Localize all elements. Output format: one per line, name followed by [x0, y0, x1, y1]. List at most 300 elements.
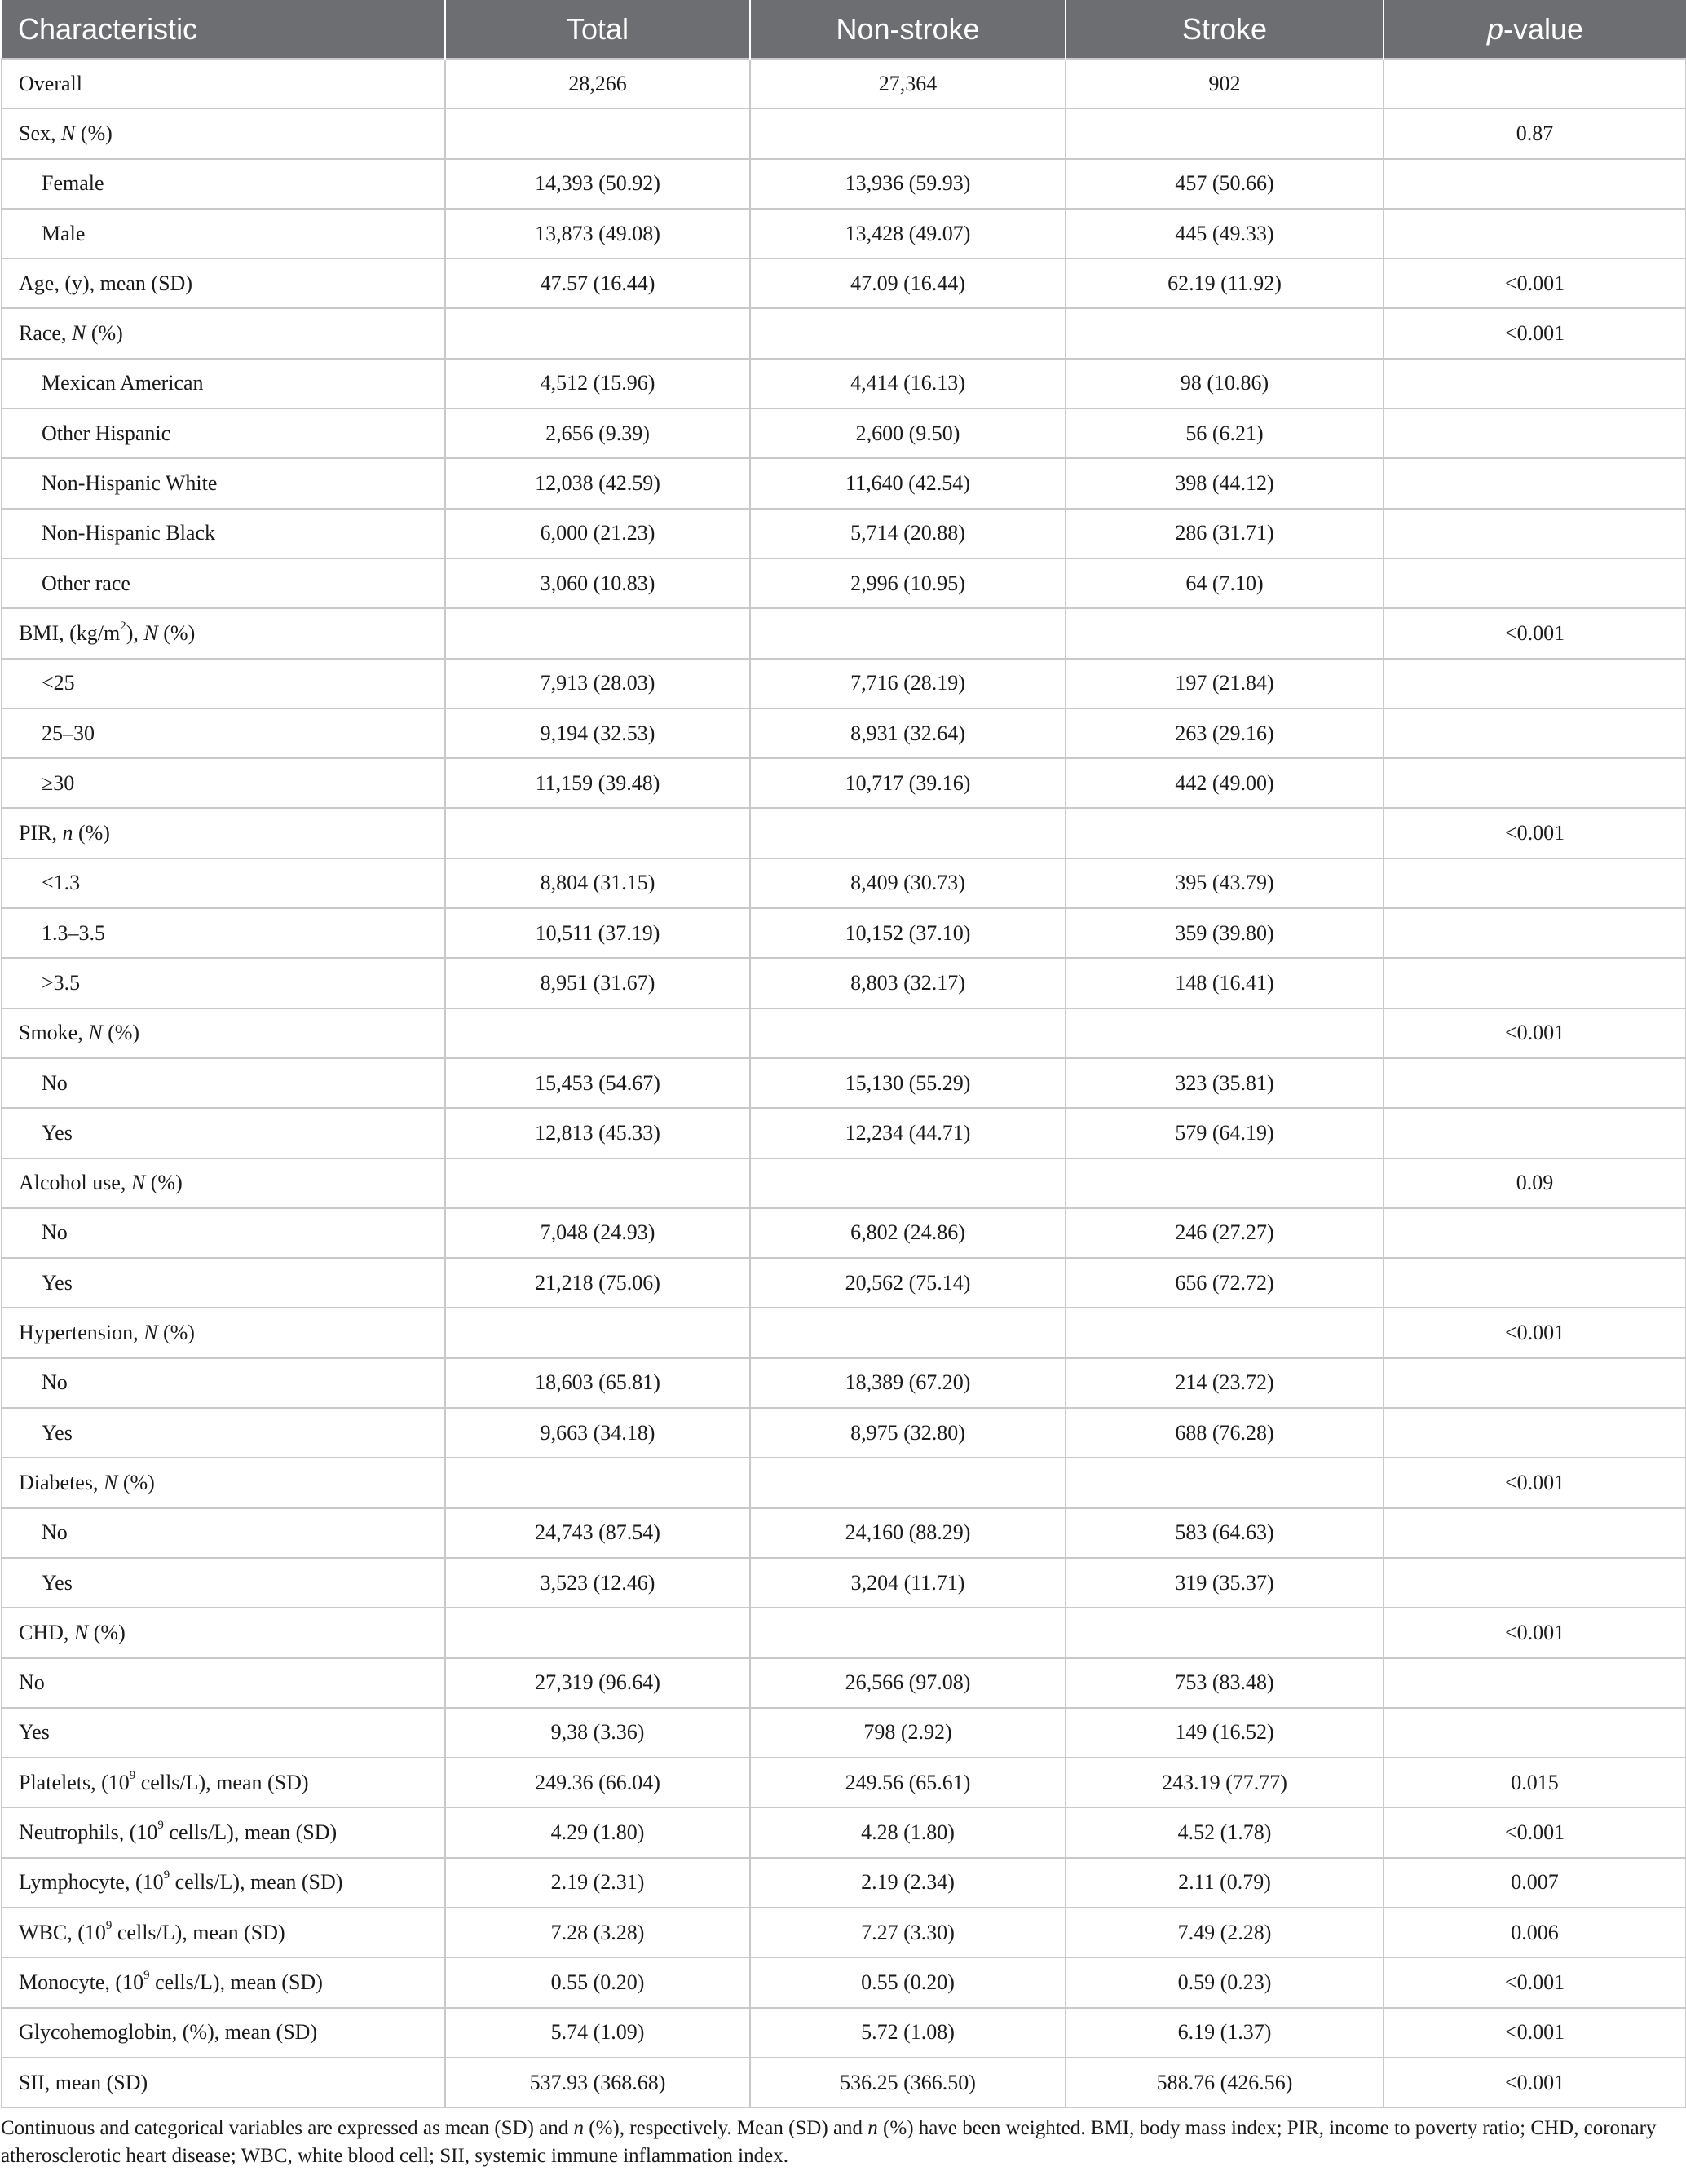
cell-p-value — [1384, 758, 1686, 808]
cell-non-stroke: 10,717 (39.16) — [750, 758, 1066, 808]
cell-total: 7,913 (28.03) — [445, 659, 750, 708]
header-characteristic: Characteristic — [18, 11, 198, 46]
cell-p-value — [1384, 1258, 1686, 1308]
cell-p-value: <0.001 — [1384, 258, 1686, 308]
cell-characteristic — [2, 1408, 445, 1458]
row-label: No — [42, 1220, 68, 1245]
cell-total: 4,512 (15.96) — [445, 359, 750, 408]
cell-total: 9,194 (32.53) — [445, 708, 750, 758]
table-header-row — [2, 0, 1686, 59]
cell-p-value: 0.87 — [1384, 108, 1686, 158]
cell-stroke: 243.19 (77.77) — [1066, 1758, 1384, 1807]
footnote-n2: n — [867, 2117, 878, 2140]
cell-total: 9,38 (3.36) — [445, 1708, 750, 1758]
footnote-part2: (%), respectively. Mean (SD) and — [584, 2117, 868, 2140]
cell-p-value: <0.001 — [1384, 1608, 1686, 1657]
cell-characteristic — [2, 608, 445, 658]
table-row — [2, 1957, 1686, 2007]
cell-stroke: 319 (35.37) — [1066, 1558, 1384, 1608]
table-row — [2, 1058, 1686, 1108]
cell-stroke — [1066, 1458, 1384, 1507]
cell-characteristic — [2, 59, 445, 108]
cell-characteristic — [2, 1258, 445, 1308]
cell-total: 47.57 (16.44) — [445, 258, 750, 308]
cell-stroke — [1066, 1158, 1384, 1208]
cell-non-stroke: 47.09 (16.44) — [750, 258, 1066, 308]
cell-total: 3,060 (10.83) — [445, 558, 750, 608]
cell-p-value: 0.015 — [1384, 1758, 1686, 1807]
cell-non-stroke: 18,389 (67.20) — [750, 1358, 1066, 1408]
cell-p-value: <0.001 — [1384, 1458, 1686, 1507]
cell-non-stroke — [750, 1608, 1066, 1657]
cell-p-value: <0.001 — [1384, 808, 1686, 858]
row-label-tail: (%) — [86, 321, 123, 346]
row-label-suffix: ), — [126, 620, 144, 645]
table-row — [2, 1858, 1686, 1908]
cell-total: 537.93 (368.68) — [445, 2058, 750, 2107]
cell-non-stroke — [750, 1458, 1066, 1507]
row-label-italic: N — [71, 321, 86, 346]
cell-stroke: 197 (21.84) — [1066, 659, 1384, 708]
footnote-part3: (%) have been weighted. BMI, body mass index; PIR, income to poverty ratio; CHD, coronary atherosclerotic heart disease; WBC, white blood cell; SII, systemic immune inflammation index. — [1, 2117, 1657, 2168]
row-label: Smoke, — [19, 1021, 89, 1045]
table-row — [2, 458, 1686, 508]
cell-characteristic — [2, 359, 445, 408]
cell-non-stroke: 2.19 (2.34) — [750, 1858, 1066, 1908]
row-label: <1.3 — [42, 871, 81, 895]
row-label-italic: N — [103, 1470, 118, 1494]
cell-total — [445, 1608, 750, 1657]
row-label: PIR, — [19, 821, 63, 845]
cell-p-value — [1384, 1108, 1686, 1158]
cell-p-value: <0.001 — [1384, 308, 1686, 358]
cell-non-stroke: 6,802 (24.86) — [750, 1208, 1066, 1258]
cell-characteristic — [2, 2058, 445, 2107]
cell-characteristic — [2, 509, 445, 558]
cell-non-stroke: 0.55 (0.20) — [750, 1957, 1066, 2007]
table-row — [2, 558, 1686, 608]
cell-total: 2.19 (2.31) — [445, 1858, 750, 1908]
cell-non-stroke — [750, 1158, 1066, 1208]
table-row — [2, 1308, 1686, 1357]
cell-total: 27,319 (96.64) — [445, 1658, 750, 1708]
cell-characteristic — [2, 758, 445, 808]
cell-stroke: 149 (16.52) — [1066, 1708, 1384, 1758]
cell-characteristic — [2, 908, 445, 958]
cell-stroke: 2.11 (0.79) — [1066, 1858, 1384, 1908]
footnote-part1: Continuous and categorical variables are expressed as mean (SD) and — [1, 2117, 574, 2140]
header-p-rest: -value — [1503, 11, 1584, 46]
row-label: Other race — [42, 571, 130, 595]
row-label: SII, mean (SD) — [19, 2070, 148, 2094]
table-row — [2, 258, 1686, 308]
cell-characteristic — [2, 408, 445, 458]
cell-non-stroke: 7.27 (3.30) — [750, 1908, 1066, 1957]
cell-p-value — [1384, 1358, 1686, 1408]
row-label-tail: (%) — [102, 1021, 140, 1045]
cell-p-value — [1384, 858, 1686, 908]
cell-characteristic — [2, 108, 445, 158]
characteristics-table — [1, 0, 1686, 2108]
cell-characteristic — [2, 1807, 445, 1857]
cell-non-stroke: 10,152 (37.10) — [750, 908, 1066, 958]
cell-stroke: 148 (16.41) — [1066, 958, 1384, 1008]
row-label: Monocyte, (10 — [19, 1970, 144, 1994]
table-row — [2, 1258, 1686, 1308]
cell-total — [445, 1008, 750, 1058]
cell-p-value — [1384, 659, 1686, 708]
cell-characteristic — [2, 1108, 445, 1158]
cell-stroke — [1066, 1008, 1384, 1058]
cell-total: 12,038 (42.59) — [445, 458, 750, 508]
table-row — [2, 1807, 1686, 1857]
cell-stroke — [1066, 808, 1384, 858]
row-label-tail: (%) — [157, 620, 196, 645]
cell-stroke — [1066, 108, 1384, 158]
cell-total: 11,159 (39.48) — [445, 758, 750, 808]
cell-p-value — [1384, 59, 1686, 108]
cell-p-value — [1384, 708, 1686, 758]
row-label-superscript: 9 — [163, 1869, 170, 1882]
cell-p-value: <0.001 — [1384, 1957, 1686, 2007]
cell-characteristic — [2, 1208, 445, 1258]
cell-total: 21,218 (75.06) — [445, 1258, 750, 1308]
cell-stroke: 4.52 (1.78) — [1066, 1807, 1384, 1857]
cell-p-value: <0.001 — [1384, 2008, 1686, 2058]
header-non-stroke: Non-stroke — [750, 0, 1066, 59]
row-label-tail: (%) — [73, 821, 110, 845]
row-label-suffix: cells/L), mean (SD) — [135, 1770, 309, 1794]
table-row — [2, 308, 1686, 358]
cell-stroke: 62.19 (11.92) — [1066, 258, 1384, 308]
table-row — [2, 858, 1686, 908]
row-label: Non-Hispanic White — [42, 471, 218, 496]
cell-p-value — [1384, 1058, 1686, 1108]
cell-characteristic — [2, 258, 445, 308]
cell-characteristic — [2, 858, 445, 908]
row-label: Diabetes, — [19, 1470, 104, 1494]
cell-characteristic — [2, 1308, 445, 1357]
cell-non-stroke: 27,364 — [750, 59, 1066, 108]
table-row — [2, 408, 1686, 458]
cell-stroke — [1066, 1608, 1384, 1657]
cell-non-stroke — [750, 108, 1066, 158]
row-label: No — [42, 1070, 68, 1095]
cell-stroke: 583 (64.63) — [1066, 1508, 1384, 1558]
cell-total: 14,393 (50.92) — [445, 159, 750, 209]
cell-p-value — [1384, 1708, 1686, 1758]
row-label: Mexican American — [42, 371, 204, 395]
cell-non-stroke: 8,803 (32.17) — [750, 958, 1066, 1008]
row-label: Yes — [42, 1120, 73, 1145]
row-label: Male — [42, 221, 86, 245]
cell-non-stroke: 4,414 (16.13) — [750, 359, 1066, 408]
cell-total — [445, 1308, 750, 1357]
table-row — [2, 359, 1686, 408]
header-p-value — [1384, 0, 1686, 59]
row-label-superscript: 9 — [129, 1768, 136, 1782]
cell-total: 24,743 (87.54) — [445, 1508, 750, 1558]
cell-non-stroke: 7,716 (28.19) — [750, 659, 1066, 708]
cell-characteristic — [2, 1708, 445, 1758]
cell-stroke: 457 (50.66) — [1066, 159, 1384, 209]
row-label-superscript: 2 — [120, 619, 126, 633]
row-label: No — [42, 1520, 68, 1545]
cell-characteristic — [2, 1758, 445, 1807]
row-label-italic: N — [143, 1321, 158, 1345]
table-row — [2, 1608, 1686, 1657]
table-row — [2, 1508, 1686, 1558]
cell-non-stroke: 24,160 (88.29) — [750, 1508, 1066, 1558]
cell-stroke: 214 (23.72) — [1066, 1358, 1384, 1408]
cell-non-stroke: 2,996 (10.95) — [750, 558, 1066, 608]
row-label-suffix: cells/L), mean (SD) — [112, 1920, 285, 1944]
cell-non-stroke: 4.28 (1.80) — [750, 1807, 1066, 1857]
cell-stroke: 263 (29.16) — [1066, 708, 1384, 758]
cell-non-stroke: 5,714 (20.88) — [750, 509, 1066, 558]
cell-characteristic — [2, 1058, 445, 1108]
table-row — [2, 1708, 1686, 1758]
cell-stroke: 753 (83.48) — [1066, 1658, 1384, 1708]
table-row — [2, 1408, 1686, 1458]
table-row — [2, 59, 1686, 108]
cell-p-value: 0.006 — [1384, 1908, 1686, 1957]
table-row — [2, 1008, 1686, 1058]
cell-p-value: 0.007 — [1384, 1858, 1686, 1908]
row-label-italic: N — [143, 620, 158, 645]
cell-characteristic — [2, 1358, 445, 1408]
cell-characteristic — [2, 958, 445, 1008]
cell-total: 249.36 (66.04) — [445, 1758, 750, 1807]
cell-p-value — [1384, 1208, 1686, 1258]
table-row — [2, 758, 1686, 808]
footnote-n1: n — [573, 2117, 585, 2140]
row-label-suffix: cells/L), mean (SD) — [163, 1820, 338, 1845]
cell-p-value — [1384, 359, 1686, 408]
row-label: Yes — [19, 1720, 50, 1745]
table-footnote — [0, 2108, 1685, 2170]
cell-non-stroke: 249.56 (65.61) — [750, 1758, 1066, 1807]
cell-stroke: 359 (39.80) — [1066, 908, 1384, 958]
row-label: Non-Hispanic Black — [42, 521, 216, 545]
row-label-italic: N — [88, 1021, 103, 1045]
row-label-italic: N — [61, 121, 76, 145]
table-row — [2, 808, 1686, 858]
cell-non-stroke: 11,640 (42.54) — [750, 458, 1066, 508]
cell-total: 12,813 (45.33) — [445, 1108, 750, 1158]
row-label: 25–30 — [42, 721, 95, 745]
cell-total: 15,453 (54.67) — [445, 1058, 750, 1108]
cell-total — [445, 1458, 750, 1507]
cell-non-stroke: 26,566 (97.08) — [750, 1658, 1066, 1708]
table-row — [2, 1158, 1686, 1208]
cell-p-value — [1384, 1508, 1686, 1558]
cell-p-value — [1384, 558, 1686, 608]
cell-non-stroke: 13,936 (59.93) — [750, 159, 1066, 209]
cell-characteristic — [2, 708, 445, 758]
cell-total: 8,951 (31.67) — [445, 958, 750, 1008]
cell-characteristic — [2, 1158, 445, 1208]
row-label: Yes — [42, 1420, 73, 1445]
cell-total: 9,663 (34.18) — [445, 1408, 750, 1458]
cell-stroke: 98 (10.86) — [1066, 359, 1384, 408]
header-stroke: Stroke — [1066, 0, 1384, 59]
table-row — [2, 108, 1686, 158]
cell-stroke: 6.19 (1.37) — [1066, 2008, 1384, 2058]
cell-p-value — [1384, 209, 1686, 258]
cell-p-value — [1384, 408, 1686, 458]
cell-total: 28,266 — [445, 59, 750, 108]
cell-stroke: 579 (64.19) — [1066, 1108, 1384, 1158]
cell-total — [445, 1158, 750, 1208]
cell-total — [445, 308, 750, 358]
cell-characteristic — [2, 1608, 445, 1657]
cell-characteristic — [2, 1957, 445, 2007]
table-row — [2, 1358, 1686, 1408]
row-label: WBC, (10 — [19, 1920, 106, 1944]
cell-p-value: <0.001 — [1384, 608, 1686, 658]
row-label-suffix: cells/L), mean (SD) — [170, 1870, 343, 1895]
row-label: BMI, (kg/m — [19, 620, 121, 645]
cell-non-stroke: 8,931 (32.64) — [750, 708, 1066, 758]
cell-non-stroke — [750, 1308, 1066, 1357]
cell-stroke — [1066, 1308, 1384, 1357]
cell-p-value — [1384, 509, 1686, 558]
row-label-italic: N — [73, 1620, 89, 1644]
cell-non-stroke: 2,600 (9.50) — [750, 408, 1066, 458]
row-label-tail: (%) — [157, 1321, 195, 1345]
cell-non-stroke: 5.72 (1.08) — [750, 2008, 1066, 2058]
cell-characteristic — [2, 1908, 445, 1957]
cell-total: 7.28 (3.28) — [445, 1908, 750, 1957]
table-row — [2, 1908, 1686, 1957]
row-label: >3.5 — [42, 970, 81, 995]
table-row — [2, 2058, 1686, 2107]
cell-characteristic — [2, 1508, 445, 1558]
row-label: Other Hispanic — [42, 421, 171, 445]
cell-stroke: 445 (49.33) — [1066, 209, 1384, 258]
cell-total: 5.74 (1.09) — [445, 2008, 750, 2058]
row-label: ≥30 — [42, 770, 75, 795]
table-row — [2, 2008, 1686, 2058]
row-label: Alcohol use, — [19, 1171, 131, 1195]
row-label: Hypertension, — [19, 1321, 144, 1345]
row-label: Age, (y), mean (SD) — [19, 271, 192, 295]
cell-p-value: <0.001 — [1384, 2058, 1686, 2107]
cell-stroke: 7.49 (2.28) — [1066, 1908, 1384, 1957]
cell-characteristic — [2, 1658, 445, 1708]
cell-p-value: <0.001 — [1384, 1008, 1686, 1058]
cell-characteristic — [2, 209, 445, 258]
cell-characteristic — [2, 1008, 445, 1058]
table-row — [2, 209, 1686, 258]
cell-p-value — [1384, 1558, 1686, 1608]
row-label-superscript: 9 — [157, 1819, 164, 1833]
row-label: Glycohemoglobin, (%), mean (SD) — [19, 2020, 318, 2045]
cell-p-value: <0.001 — [1384, 1308, 1686, 1357]
cell-characteristic — [2, 808, 445, 858]
row-label-superscript: 9 — [105, 1918, 113, 1932]
cell-characteristic — [2, 558, 445, 608]
cell-characteristic — [2, 1858, 445, 1908]
header-total: Total — [445, 0, 750, 59]
cell-characteristic — [2, 308, 445, 358]
cell-stroke: 323 (35.81) — [1066, 1058, 1384, 1108]
table-body — [2, 59, 1686, 2107]
cell-stroke: 688 (76.28) — [1066, 1408, 1384, 1458]
cell-non-stroke: 3,204 (11.71) — [750, 1558, 1066, 1608]
table-row — [2, 1558, 1686, 1608]
cell-characteristic — [2, 1458, 445, 1507]
row-label: Female — [42, 171, 104, 196]
table-row — [2, 1108, 1686, 1158]
row-label: No — [42, 1370, 68, 1395]
cell-non-stroke: 20,562 (75.14) — [750, 1258, 1066, 1308]
row-label: Race, — [19, 321, 72, 346]
cell-characteristic — [2, 159, 445, 209]
row-label: Neutrophils, (10 — [19, 1820, 158, 1845]
cell-stroke: 902 — [1066, 59, 1384, 108]
table-row — [2, 708, 1686, 758]
cell-stroke — [1066, 308, 1384, 358]
cell-stroke: 656 (72.72) — [1066, 1258, 1384, 1308]
cell-p-value: 0.09 — [1384, 1158, 1686, 1208]
row-label-suffix: cells/L), mean (SD) — [149, 1970, 323, 1994]
cell-stroke: 0.59 (0.23) — [1066, 1957, 1384, 2007]
row-label-tail: (%) — [145, 1171, 183, 1195]
cell-total — [445, 808, 750, 858]
cell-p-value — [1384, 908, 1686, 958]
cell-stroke: 286 (31.71) — [1066, 509, 1384, 558]
row-label-tail: (%) — [75, 121, 113, 145]
cell-p-value — [1384, 458, 1686, 508]
cell-non-stroke — [750, 608, 1066, 658]
cell-non-stroke: 536.25 (366.50) — [750, 2058, 1066, 2107]
row-label: <25 — [42, 671, 75, 695]
cell-total: 2,656 (9.39) — [445, 408, 750, 458]
row-label: 1.3–3.5 — [42, 920, 105, 945]
cell-non-stroke — [750, 1008, 1066, 1058]
row-label-italic: N — [130, 1171, 146, 1195]
cell-stroke: 64 (7.10) — [1066, 558, 1384, 608]
row-label: Yes — [42, 1570, 73, 1595]
cell-stroke: 588.76 (426.56) — [1066, 2058, 1384, 2107]
row-label-superscript: 9 — [143, 1968, 150, 1982]
row-label: Sex, — [19, 121, 61, 145]
cell-p-value — [1384, 1408, 1686, 1458]
cell-non-stroke — [750, 808, 1066, 858]
cell-non-stroke: 12,234 (44.71) — [750, 1108, 1066, 1158]
table-row — [2, 159, 1686, 209]
cell-characteristic — [2, 2008, 445, 2058]
table-row — [2, 1758, 1686, 1807]
cell-characteristic — [2, 458, 445, 508]
cell-total: 8,804 (31.15) — [445, 858, 750, 908]
row-label-tail: (%) — [88, 1620, 126, 1644]
cell-total: 3,523 (12.46) — [445, 1558, 750, 1608]
table-row — [2, 1208, 1686, 1258]
cell-total: 10,511 (37.19) — [445, 908, 750, 958]
cell-stroke: 398 (44.12) — [1066, 458, 1384, 508]
row-label: Overall — [19, 71, 82, 95]
row-label-tail: (%) — [117, 1470, 155, 1494]
cell-characteristic — [2, 659, 445, 708]
cell-stroke: 395 (43.79) — [1066, 858, 1384, 908]
cell-non-stroke: 8,409 (30.73) — [750, 858, 1066, 908]
cell-total: 18,603 (65.81) — [445, 1358, 750, 1408]
table-row — [2, 1658, 1686, 1708]
row-label: Platelets, (10 — [19, 1770, 130, 1794]
